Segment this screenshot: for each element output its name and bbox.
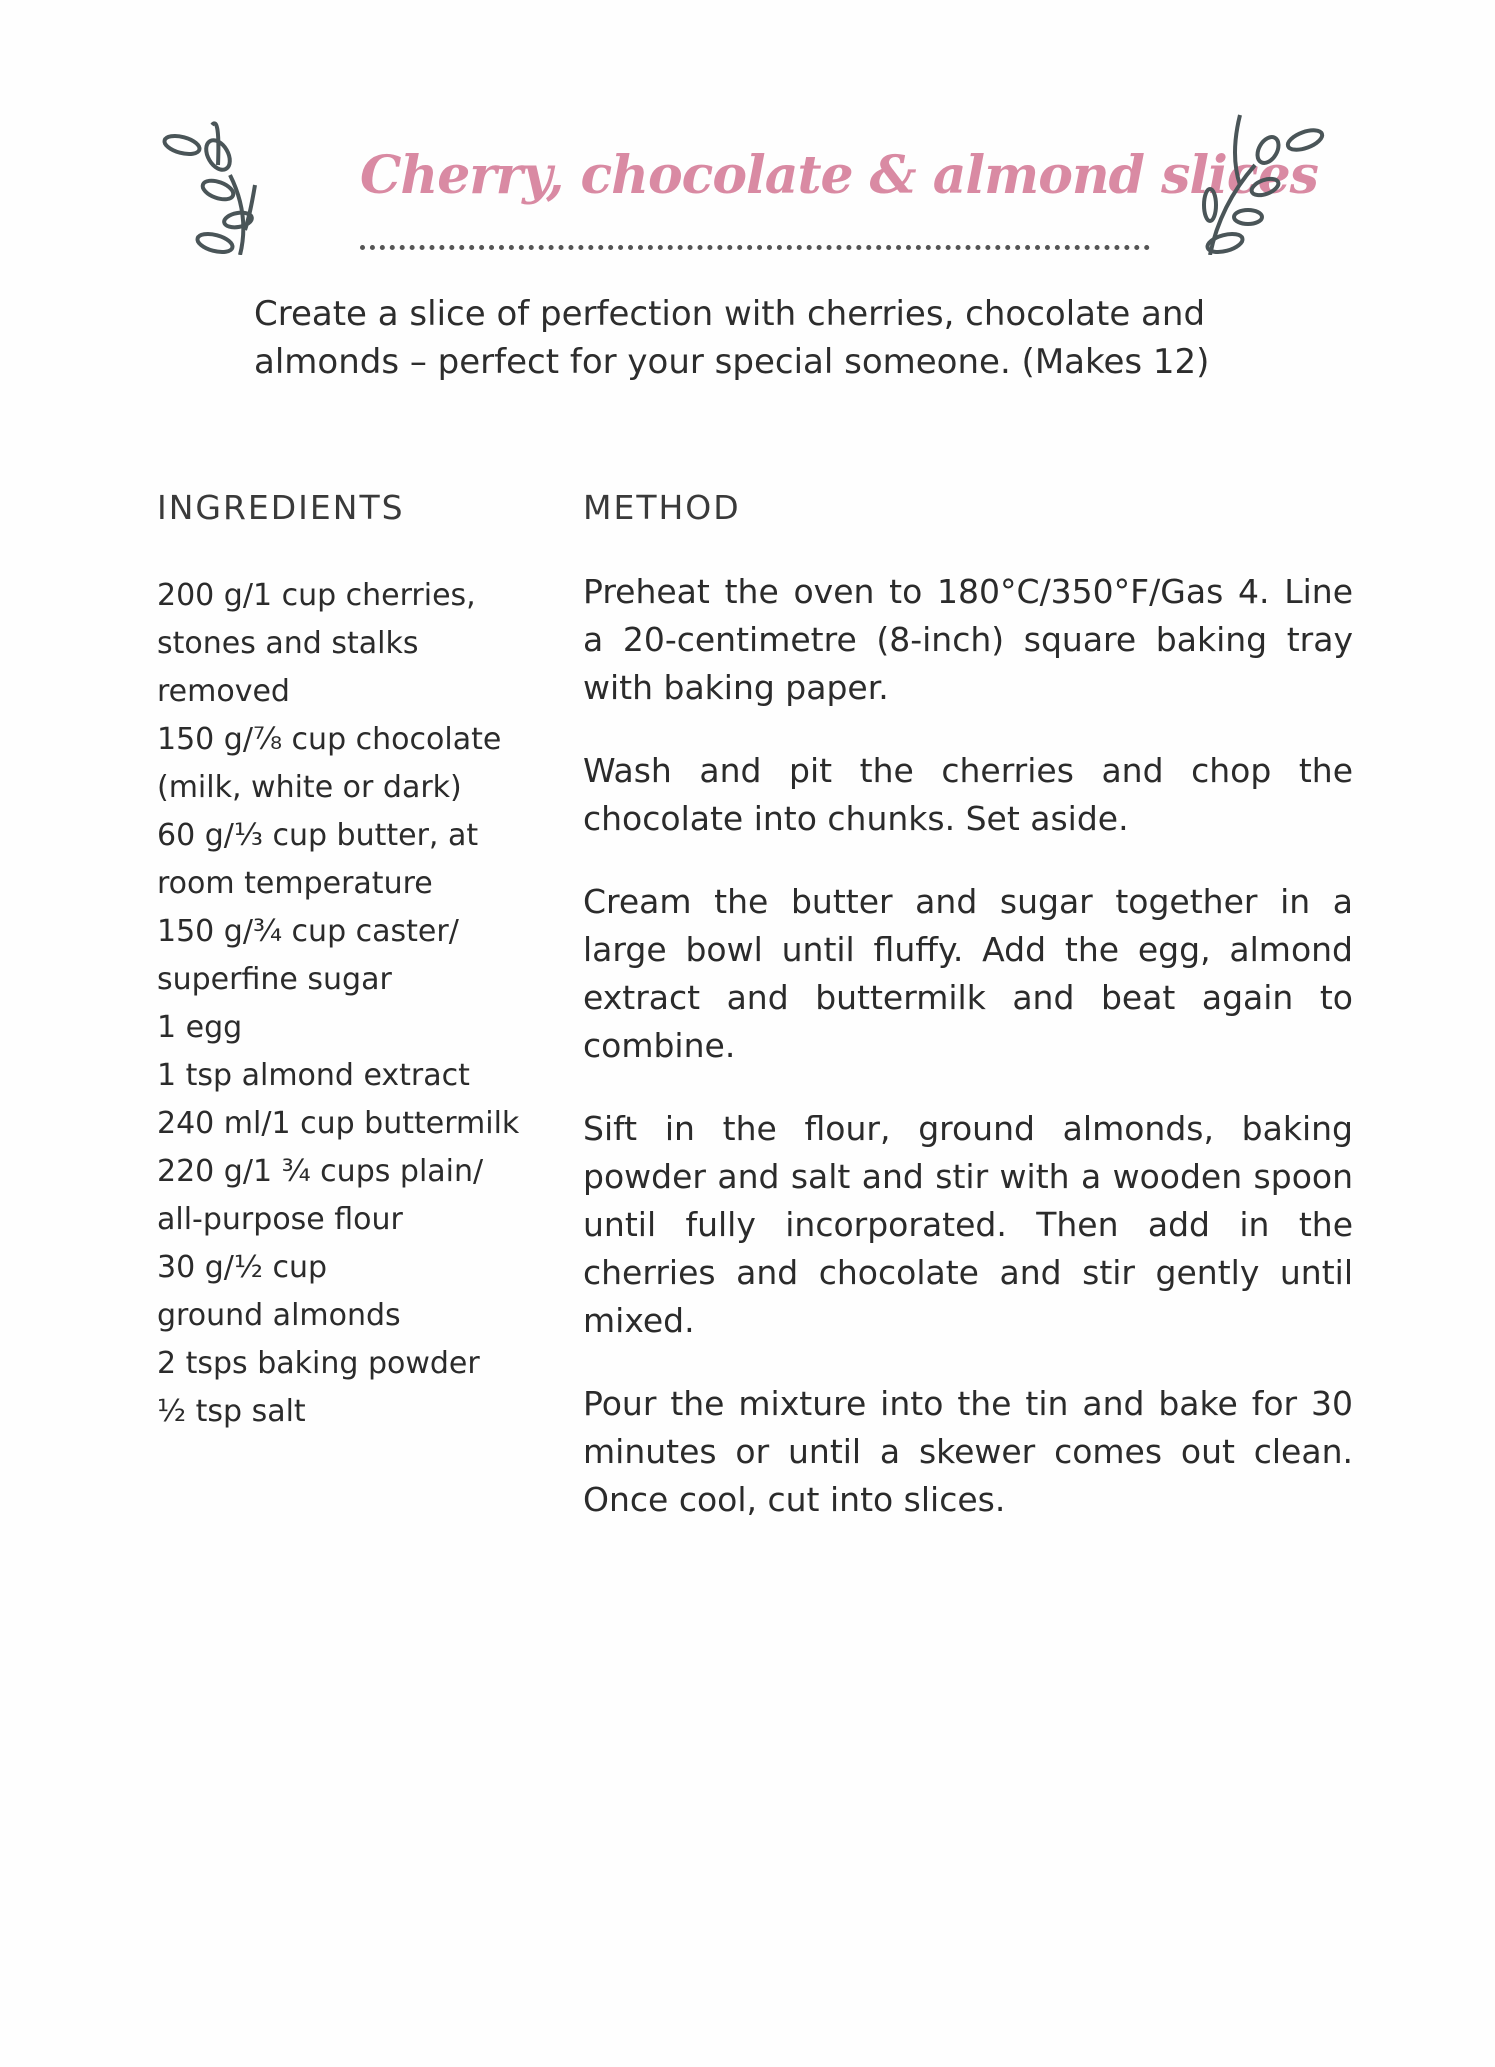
ingredient-line: ground almonds — [157, 1298, 401, 1333]
recipe-title: Cherry, chocolate & almond slices — [360, 145, 1318, 206]
leaf-sprig-right-icon — [1180, 105, 1360, 255]
ingredient-line: room temperature — [157, 866, 433, 901]
intro-line: Create a slice of perfection with cherries, chocolate and — [254, 294, 1206, 334]
method-step: Pour the mixture into the tin and bake for 30 minutes or until a skewer comes out clean. Once cool, cut into slices. — [583, 1384, 1353, 1519]
ingredient-line: superfine sugar — [157, 962, 392, 997]
ingredient-line: (milk, white or dark) — [157, 770, 462, 805]
method-steps — [583, 568, 1353, 1559]
ingredient-line: 2 tsps baking powder — [157, 1346, 480, 1381]
ingredient-line: ½ tsp salt — [157, 1394, 306, 1429]
method-step: Cream the butter and sugar together in a large bowl until fluffy. Add the egg, almond extract and buttermilk and beat again to combine. — [583, 882, 1353, 1065]
ingredient-line: stones and stalks — [157, 626, 419, 661]
method-step: Wash and pit the cherries and chop the chocolate into chunks. Set aside. — [583, 751, 1353, 838]
ingredient-line: 150 g/¾ cup caster/ — [157, 914, 459, 949]
method-step: Sift in the flour, ground almonds, baking powder and salt and stir with a wooden spoon until fully incorporated. Then add in the cherries and chocolate and stir gently until mixed. — [583, 1109, 1353, 1340]
recipe-intro — [254, 290, 1254, 386]
ingredient-line: 150 g/⅞ cup chocolate — [157, 722, 502, 757]
ingredient-line: 220 g/1 ¾ cups plain/ — [157, 1154, 484, 1189]
ingredient-line: 60 g/⅓ cup butter, at — [157, 818, 479, 853]
ingredients-list — [157, 572, 557, 1436]
title-underline-divider — [360, 245, 1150, 250]
method-step: Preheat the oven to 180°C/350°F/Gas 4. Line a 20-centimetre (8-inch) square baking tray with baking paper. — [583, 572, 1353, 707]
ingredient-line: 1 tsp almond extract — [157, 1058, 470, 1093]
leaf-sprig-left-icon — [160, 105, 340, 255]
recipe-header — [160, 105, 1350, 265]
ingredient-line: all-purpose flour — [157, 1202, 403, 1237]
method-heading: METHOD — [583, 488, 741, 527]
ingredient-line: 200 g/1 cup cherries, — [157, 578, 476, 613]
ingredient-line: removed — [157, 674, 290, 709]
ingredient-line: 1 egg — [157, 1010, 243, 1045]
intro-line: almonds – perfect for your special someone. (Makes 12) — [254, 342, 1210, 382]
ingredient-line: 30 g/½ cup — [157, 1250, 328, 1285]
ingredients-heading: INGREDIENTS — [157, 488, 405, 527]
ingredient-line: 240 ml/1 cup buttermilk — [157, 1106, 520, 1141]
